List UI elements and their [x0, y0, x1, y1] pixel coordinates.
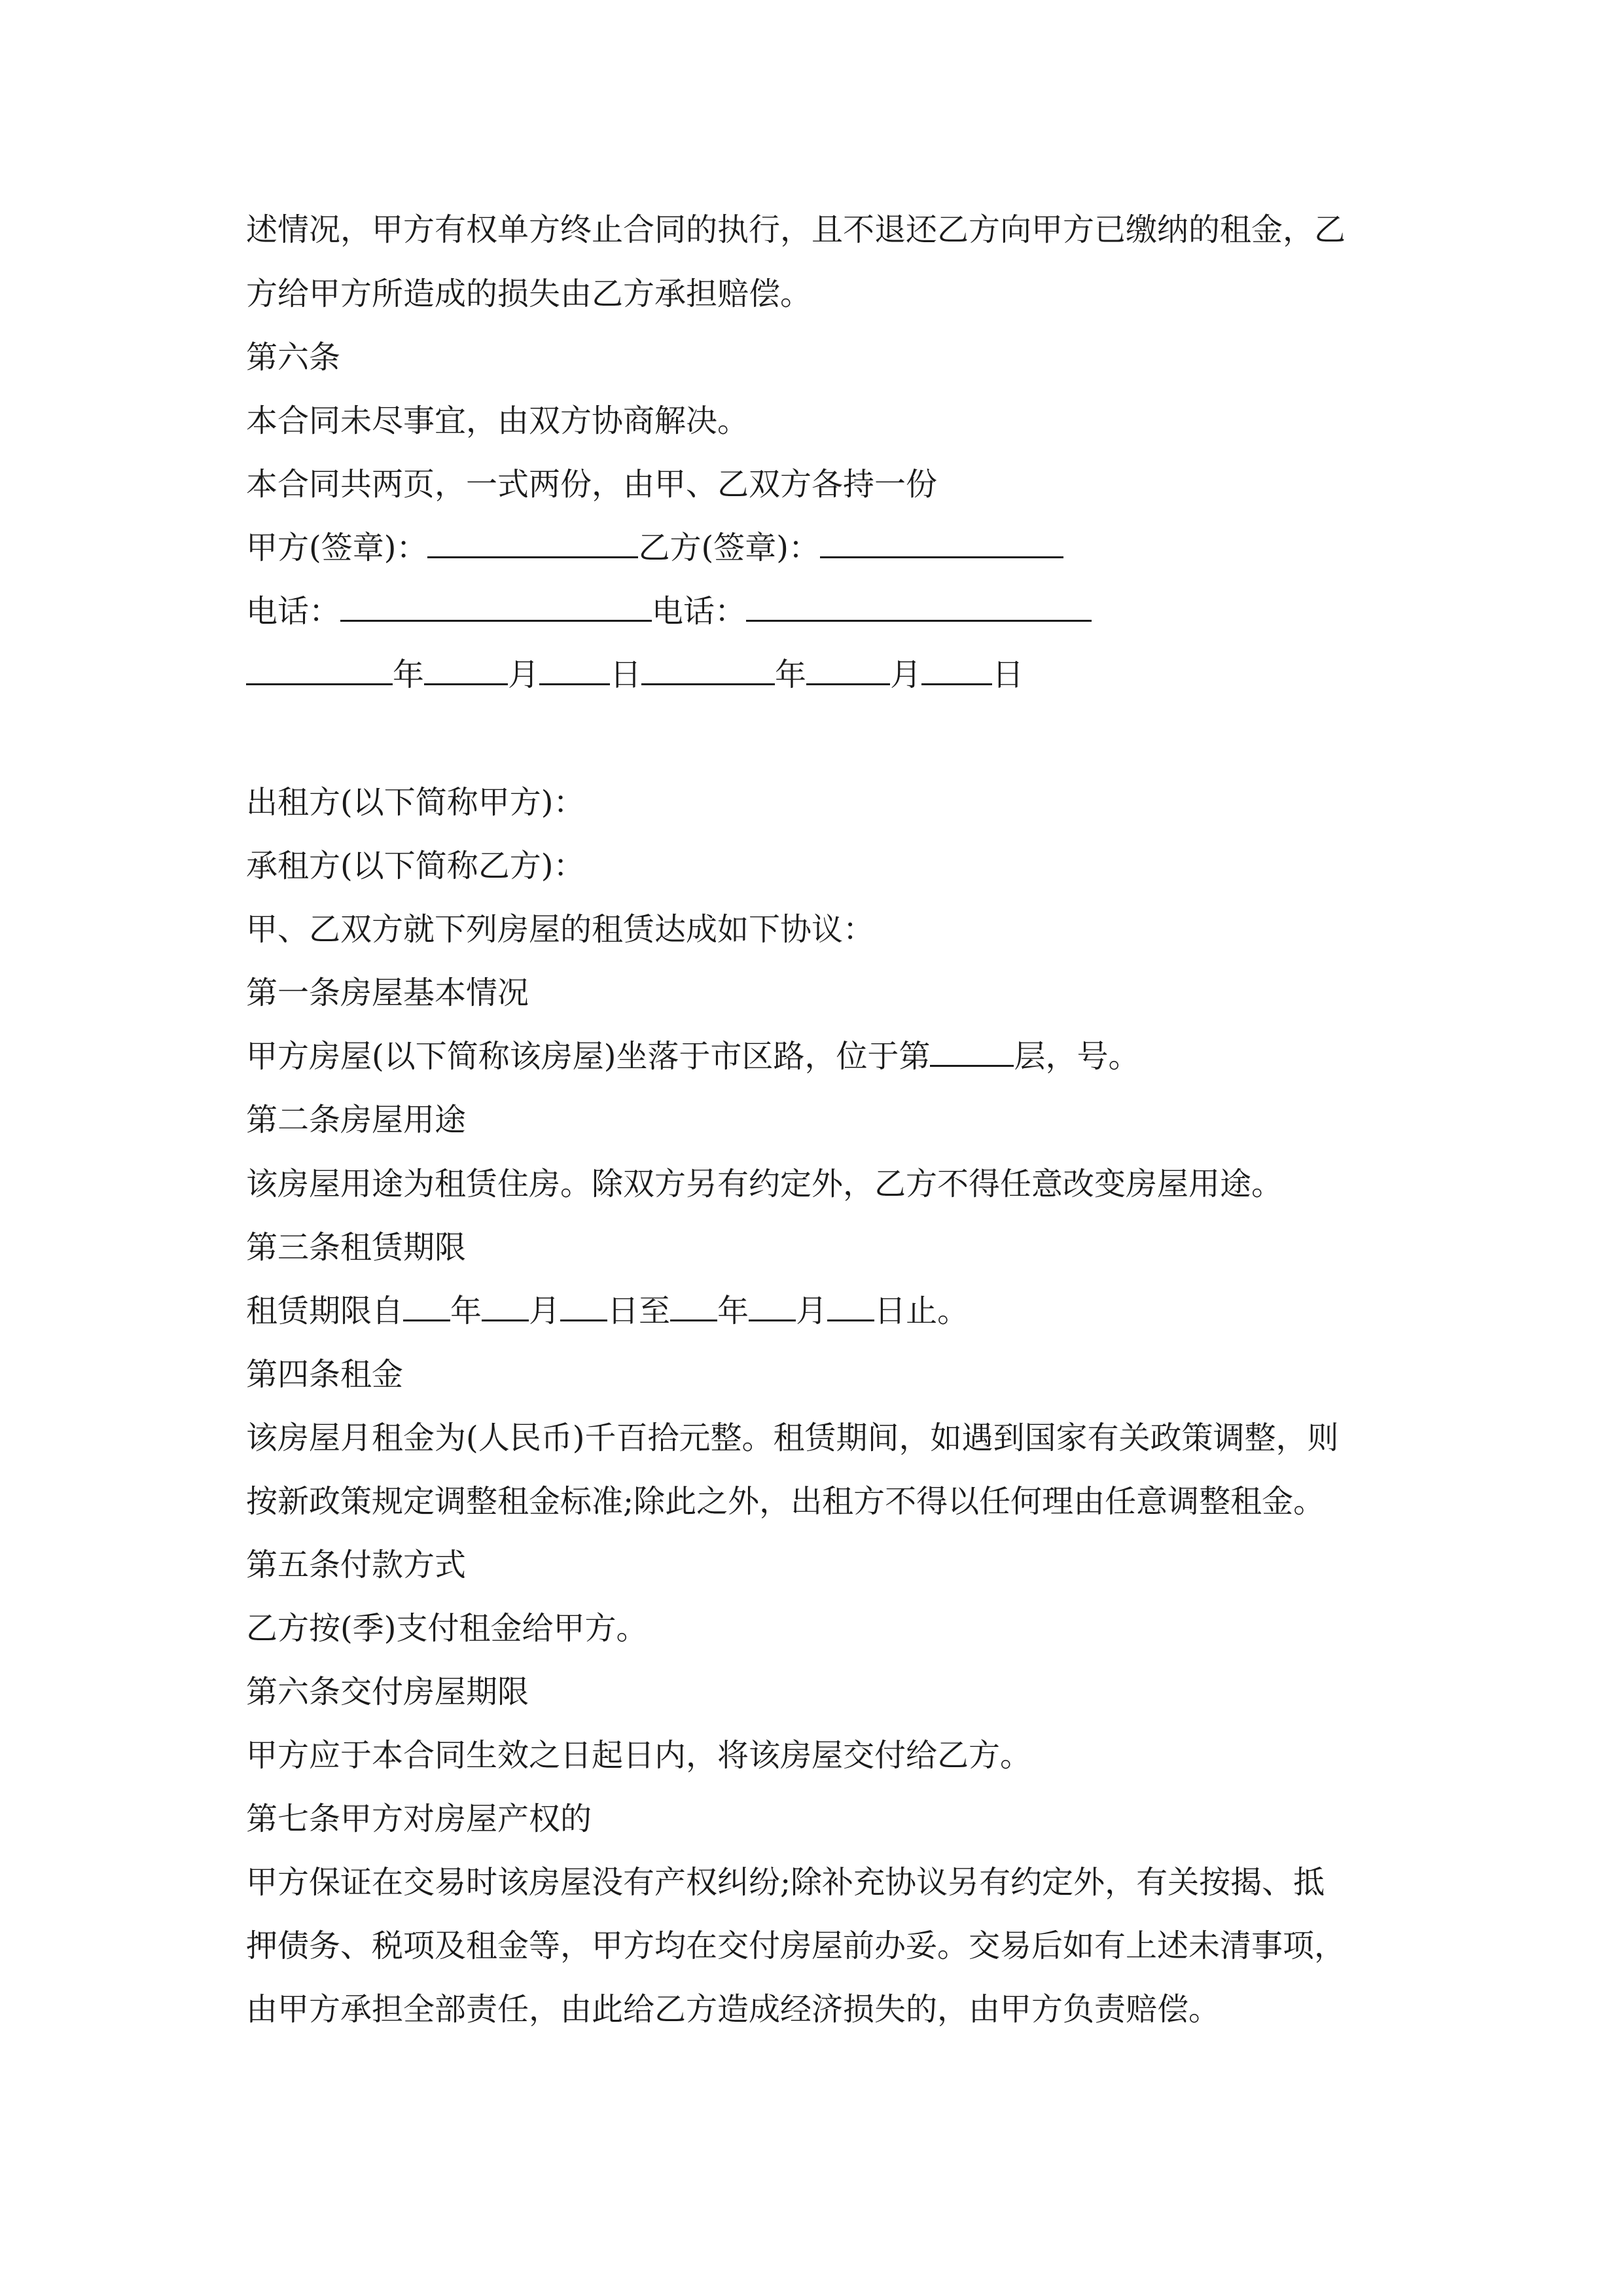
paragraph-line: 本合同共两页，一式两份，由甲、乙双方各持一份 [246, 466, 938, 503]
party-a-phone-label: 电话： [246, 593, 341, 630]
start-year-blank [403, 1283, 450, 1321]
lessee-line: 承租方(以下简称乙方)： [246, 848, 585, 884]
month-label: 月 [529, 1293, 561, 1329]
end-year-blank [670, 1283, 717, 1321]
party-a-signature-blank [427, 520, 638, 558]
party-b-phone-label: 电话： [652, 593, 747, 630]
article-heading: 第六条 [246, 339, 341, 376]
lessor-line: 出租方(以下简称甲方)： [246, 784, 585, 821]
phone-line [246, 579, 1398, 643]
floor-blank [930, 1028, 1014, 1067]
article-1-text-start: 甲方房屋(以下简称该房屋)坐落于市区路，位于第 [246, 1038, 931, 1075]
article-2-text: 该房屋用途为租赁住房。除双方另有约定外，乙方不得任意改变房屋用途。 [246, 1166, 1283, 1202]
year-blank [246, 647, 393, 685]
party-b-phone-blank [746, 583, 1092, 622]
day-blank [921, 647, 992, 685]
party-b-signature-blank [820, 520, 1063, 558]
day-to-label: 日至 [607, 1293, 671, 1329]
article-6-title: 第六条交付房屋期限 [246, 1674, 529, 1710]
day-blank [539, 647, 610, 685]
article-6-text: 甲方应于本合同生效之日起日内，将该房屋交付给乙方。 [246, 1737, 1032, 1774]
start-month-blank [482, 1283, 529, 1321]
start-day-blank [560, 1283, 607, 1321]
article-3-text [246, 1279, 1398, 1343]
day-label: 日 [992, 656, 1024, 693]
article-7-text: 甲方保证在交易时该房屋没有产权纠纷;除补充协议另有约定外，有关按揭、抵 [246, 1864, 1325, 1901]
month-label: 月 [796, 1293, 828, 1329]
article-2-title: 第二条房屋用途 [246, 1102, 467, 1138]
date-line [246, 643, 1398, 707]
year-label: 年 [775, 656, 807, 693]
article-4-title: 第四条租金 [246, 1356, 404, 1393]
month-blank [806, 647, 890, 685]
article-3-title: 第三条租赁期限 [246, 1229, 467, 1266]
party-a-phone-blank [340, 583, 652, 622]
paragraph-line: 方给甲方所造成的损失由乙方承担赔偿。 [246, 276, 812, 312]
article-5-text: 乙方按(季)支付租金给甲方。 [246, 1610, 648, 1647]
party-a-signature-label: 甲方(签章)： [246, 529, 428, 566]
paragraph-line: 述情况，甲方有权单方终止合同的执行，且不退还乙方向甲方已缴纳的租金，乙 [246, 211, 1346, 248]
signature-line [246, 516, 1398, 580]
article-1-text-end: 层，号。 [1014, 1038, 1140, 1075]
article-7-title: 第七条甲方对房屋产权的 [246, 1801, 592, 1837]
year-label: 年 [717, 1293, 749, 1329]
article-1-title: 第一条房屋基本情况 [246, 975, 529, 1011]
end-month-blank [749, 1283, 796, 1321]
article-4-text: 该房屋月租金为(人民币)千百拾元整。租赁期间，如遇到国家有关政策调整，则 [246, 1420, 1339, 1456]
article-4-text: 按新政策规定调整租金标准;除此之外，出租方不得以任何理由任意调整租金。 [246, 1483, 1325, 1520]
article-7-text: 由甲方承担全部责任，由此给乙方造成经济损失的，由甲方负责赔偿。 [246, 1991, 1221, 2028]
article-1-text [246, 1024, 1398, 1088]
end-day-blank [827, 1283, 874, 1321]
month-label: 月 [508, 656, 540, 693]
paragraph-line: 本合同未尽事宜，由双方协商解决。 [246, 403, 749, 439]
party-b-signature-label: 乙方(签章)： [638, 529, 820, 566]
month-blank [424, 647, 508, 685]
day-end-label: 日止。 [874, 1293, 969, 1329]
article-7-text: 押债务、税项及租金等，甲方均在交付房屋前办妥。交易后如有上述未清事项， [246, 1928, 1346, 1964]
year-label: 年 [393, 656, 425, 693]
article-5-title: 第五条付款方式 [246, 1547, 467, 1583]
agreement-intro: 甲、乙双方就下列房屋的租赁达成如下协议： [246, 911, 875, 948]
year-blank [641, 647, 775, 685]
year-label: 年 [450, 1293, 482, 1329]
month-label: 月 [890, 656, 922, 693]
lease-term-prefix: 租赁期限自 [246, 1293, 404, 1329]
day-label: 日 [610, 656, 642, 693]
